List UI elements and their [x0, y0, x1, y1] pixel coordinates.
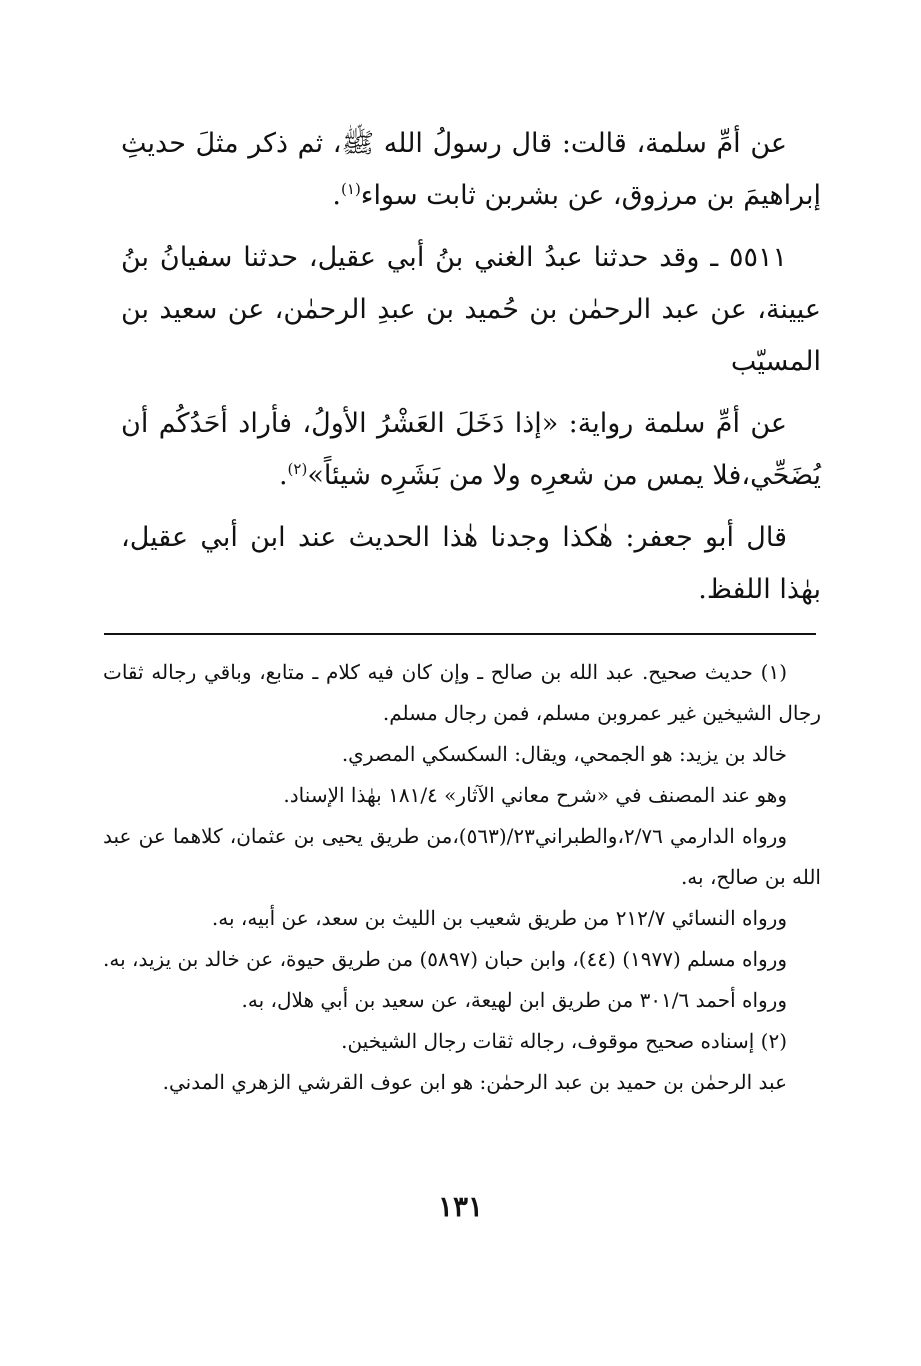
footnote-line: ورواه النسائي ٢١٢/٧ من طريق شعيب بن الليث بن سعد، عن أبيه، به. — [211, 906, 787, 930]
paragraph-end: . — [278, 460, 288, 491]
main-paragraph — [121, 118, 821, 222]
footnote-line: (٢) إسناده صحيح موقوف، رجاله ثقات رجال الشيخين. — [341, 1029, 787, 1053]
footnote-line: خالد بن يزيد: هو الجمحي، ويقال: السكسكي المصري. — [341, 742, 787, 766]
footnote-ref: (١) — [341, 180, 361, 198]
paragraph-text: ٥٥١١ ـ وقد حدثنا عبدُ الغني بنُ أبي عقيل، حدثنا سفيانُ بنُ عيينة، عن عبد الرحمٰن بن حُميد بن عبدِ الرحمٰن، عن سعيد بن المسيّب — [121, 242, 821, 377]
main-paragraph — [121, 398, 821, 502]
paragraph-text: عن أمِّ سلمة، قالت: قال رسولُ الله ﷺ، ثم ذكر مثلَ حديثِ إبراهيمَ بن مرزوق، عن بشربن ثابت سواء — [121, 128, 821, 211]
paragraph-text: قال أبو جعفر: هٰكذا وجدنا هٰذا الحديث عند ابن أبي عقيل، بهٰذا اللفظ. — [121, 522, 821, 605]
footnote-line: (١) حديث صحيح. عبد الله بن صالح ـ وإن كان فيه كلام ـ متابع، وباقي رجاله ثقات رجال الشيخين غير عمروبن مسلم، فمن رجال مسلم. — [103, 660, 821, 725]
page-number: ١٣١ — [437, 1190, 484, 1223]
footnote-line: ورواه أحمد ٣٠١/٦ من طريق ابن لهيعة، عن سعيد بن أبي هلال، به. — [241, 988, 787, 1012]
paragraph-text: عن أمِّ سلمة رواية: «إذا دَخَلَ العَشْرُ الأولُ، فأراد أحَدُكُم أن يُضَحِّي،فلا يمس من شعرِه ولا من بَشَرِه شيئاً» — [121, 408, 821, 491]
footnote-divider — [104, 633, 816, 635]
hadith-paragraph — [121, 232, 821, 388]
footnote-ref: (٢) — [287, 460, 308, 478]
footnote-line: ورواه مسلم (١٩٧٧) (٤٤)، وابن حبان (٥٨٩٧) من طريق حيوة، عن خالد بن يزيد، به. — [103, 947, 787, 971]
footnote-line: ورواه الدارمي ٢/٧٦،والطبراني٢٣/(٥٦٣)،من طريق يحيى بن عثمان، كلاهما عن عبد الله بن صالح، به. — [103, 824, 821, 889]
footnote-line: وهو عند المصنف في «شرح معاني الآثار» ١٨١/٤ بهٰذا الإسناد. — [283, 783, 787, 807]
main-paragraph — [121, 512, 821, 616]
footnote-line: عبد الرحمٰن بن حميد بن عبد الرحمٰن: هو ابن عوف القرشي الزهري المدني. — [162, 1070, 787, 1094]
main-text — [121, 118, 821, 626]
paragraph-end: . — [332, 180, 342, 211]
footnotes — [103, 652, 821, 1103]
